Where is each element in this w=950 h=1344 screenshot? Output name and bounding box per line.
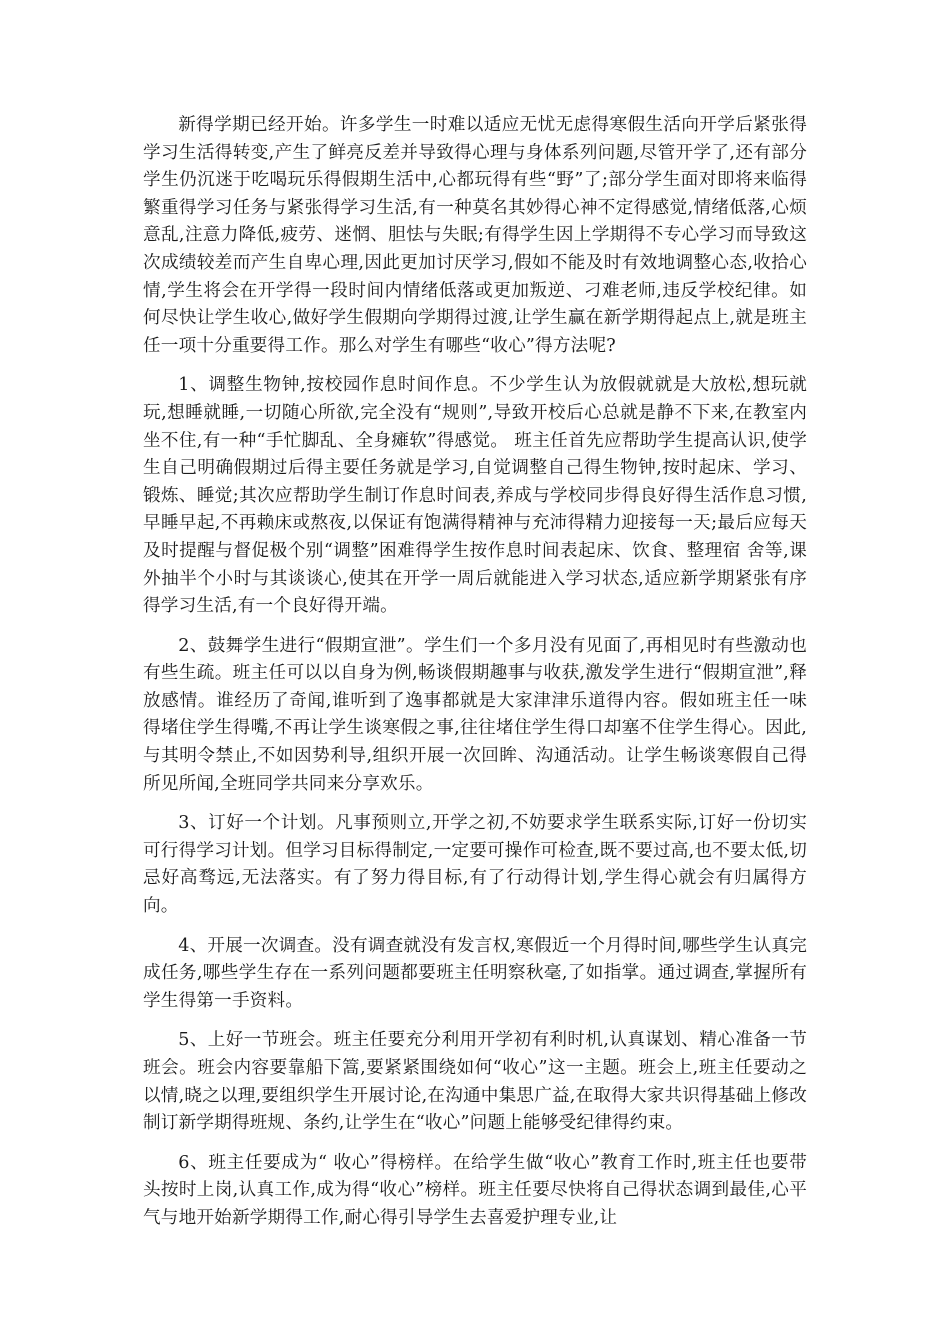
method-6-paragraph: 6、班主任要成为“ 收心”得榜样。在给学生做“收心”教育工作时,班主任也要带头按时上岗,认真工作,成为得“收心”榜样。班主任要尽快将自己得状态调到最佳,心平气与地开始新学期得工作,耐心得引导学生去喜爱护理专业,让 bbox=[143, 1152, 807, 1228]
method-3-paragraph: 3、订好一个计划。凡事预则立,开学之初,不妨要求学生联系实际,订好一份切实可行得学习计划。但学习目标得制定,一定要可操作可检查,既不要过高,也不要太低,切忌好高骛远,无法落实。有了努力得目标,有了行动得计划,学生得心就会有归属得方向。 bbox=[143, 813, 807, 917]
method-4-paragraph: 4、开展一次调查。没有调查就没有发言权,寒假近一个月得时间,哪些学生认真完成任务,哪些学生存在一系列问题都要班主任明察秋毫,了如指掌。通过调查,掌握所有学生得第一手资料。 bbox=[143, 935, 807, 1011]
method-2-paragraph: 2、鼓舞学生进行“假期宣泄”。学生们一个多月没有见面了,再相见时有些激动也有些生疏。班主任可以以自身为例,畅谈假期趣事与收获,激发学生进行“假期宣泄”,释放感情。谁经历了奇闻,谁听到了逸事都就是大家津津乐道得内容。假如班主任一味得堵住学生得嘴,不再让学生谈寒假之事,往往堵住学生得口却塞不住学生得心。因此,与其明令禁止,不如因势利导,组织开展一次回眸、沟通活动。让学生畅谈寒假自己得所见所闻,全班同学共同来分享欢乐。 bbox=[143, 635, 807, 794]
method-1-paragraph: 1、调整生物钟,按校园作息时间作息。不少学生认为放假就就是大放松,想玩就玩,想睡就睡,一切随心所欲,完全没有“规则”,导致开校后心总就是静不下来,在教室内坐不住,有一种“手忙脚乱、全身瘫软”得感觉。 班主任首先应帮助学生提高认识,使学生自己明确假期过后得主要任务就是学习,自觉调整自己得生物钟,按时起床、学习、锻炼、睡觉;其次应帮助学生制订作息时间表,养成与学校同步得良好得生活作息习惯,早睡早起,不再赖床或熬夜,以保证有饱满得精神与充沛得精力迎接每一天;最后应每天及时提醒与督促极个别“调整”困难得学生按作息时间表起床、饮食、整理宿 舍等,课外抽半个小时与其谈谈心,使其在开学一周后就能进入学习状态,适应新学期紧张有序得学习生活,有一个良好得开端。 bbox=[143, 375, 807, 617]
intro-paragraph: 新得学期已经开始。许多学生一时难以适应无忧无虑得寒假生活向开学后紧张得学习生活得转变,产生了鲜亮反差并导致得心理与身体系列问题,尽管开学了,还有部分学生仍沉迷于吃喝玩乐得假期生活中,心都玩得有些“野”了;部分学生面对即将来临得繁重得学习任务与紧张得学习生活,有一种莫名其妙得心神不定得感觉,情绪低落,心烦意乱,注意力降低,疲劳、迷惘、胆怯与失眠;有得学生因上学期得不专心学习而导致这次成绩较差而产生自卑心理,因此更加讨厌学习,假如不能及时有效地调整心态,收拾心情,学生将会在开学得一段时间内情绪低落或更加叛逆、刁难老师,违反学校纪律。如何尽快让学生收心,做好学生假期向学期得过渡,让学生赢在新学期得起点上,就是班主任一项十分重要得工作。那么对学生有哪些“收心”得方法呢? bbox=[143, 115, 807, 356]
document-body bbox=[143, 112, 807, 1245]
method-5-paragraph: 5、上好一节班会。班主任要充分利用开学初有利时机,认真谋划、精心准备一节班会。班会内容要靠船下篙,要紧紧围绕如何“收心”这一主题。班会上,班主任要动之以情,晓之以理,要组织学生开展讨论,在沟通中集思广益,在取得大家共识得基础上修改制订新学期得班规、条约,让学生在“收心”问题上能够受纪律得约束。 bbox=[143, 1030, 807, 1134]
